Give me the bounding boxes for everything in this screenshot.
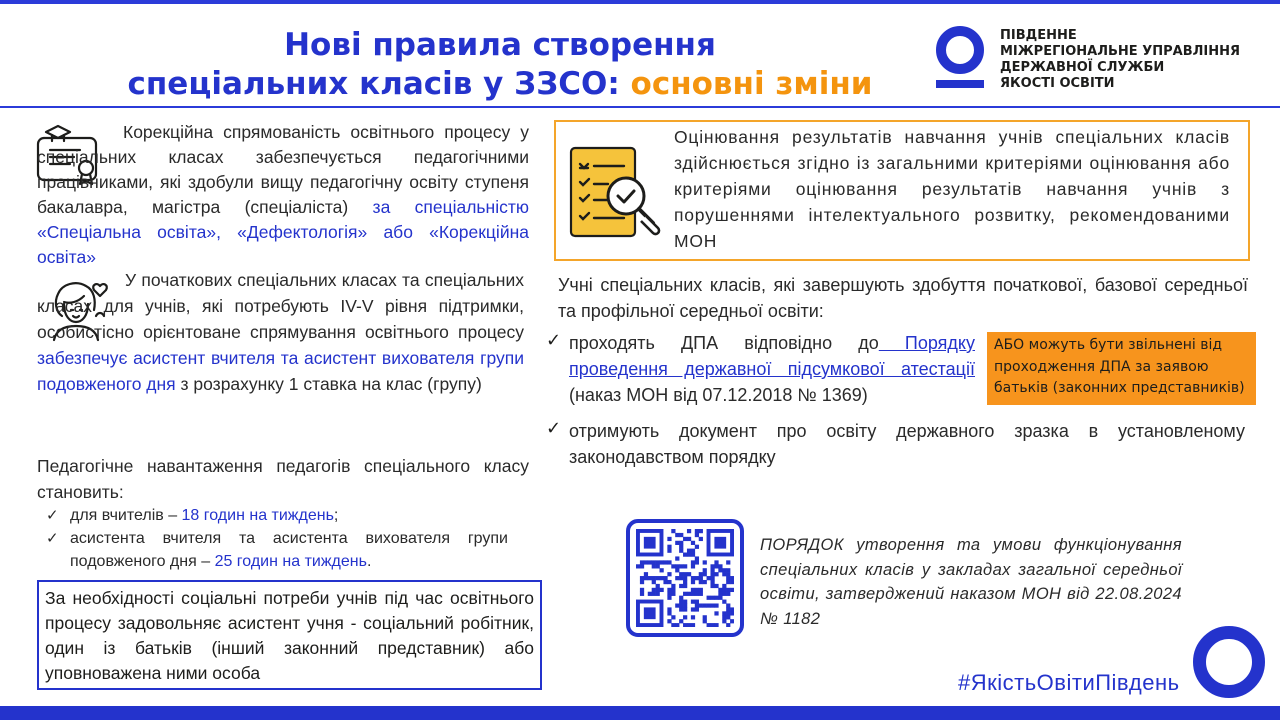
dpa-order: (наказ МОН від 07.12.2018 № 1369)	[569, 385, 868, 405]
dpa-procedure-link[interactable]: Порядку проведення державної підсумкової атестації	[569, 333, 975, 379]
qualification-specialties: за спеціальністю «Спеціальна освіта», «Дефектологія» або «Корекційна освіта»	[37, 197, 529, 267]
workload-value: 25 годин на тиждень	[214, 553, 367, 570]
workload-end: .	[366, 553, 372, 570]
qr-code-icon[interactable]	[636, 529, 734, 627]
assistants-body: У початкових спеціальних класах та спеціальних класах для учнів, які потребують IV-V рівня підтримки, особистісно орієнтоване спрямування освітнього процесу	[37, 270, 524, 342]
evaluation-text: Оцінювання результатів навчання учнів спеціальних класів здійснюється згідно із загальними критеріями оцінювання або критеріями оцінювання результатів навчання учнів з порушеннями інтелектуального розвитку, рекомендованими МОН	[674, 127, 1230, 251]
workload-value: 18 годин на тиждень	[181, 507, 334, 524]
list-item	[42, 504, 508, 527]
workload-intro: Педагогічне навантаження педагогів спеціального класу становить:	[37, 456, 529, 502]
org-line: ЯКОСТІ ОСВІТИ	[1000, 76, 1115, 91]
workload-label: для вчителів –	[70, 507, 182, 524]
org-line: МІЖРЕГІОНАЛЬНЕ УПРАВЛІННЯ	[1000, 44, 1241, 59]
footer-bar	[0, 706, 1280, 720]
dpa-item	[569, 330, 975, 408]
org-line: ПІВДЕННЕ	[1000, 28, 1077, 43]
document-item: отримують документ про освіту державного зразка в установленому законодавством порядку	[569, 421, 1245, 467]
workload-list	[42, 504, 508, 573]
title-line-2: спеціальних класів у ЗЗСО:	[127, 66, 631, 102]
org-line: ДЕРЖАВНОЇ СЛУЖБИ	[1000, 60, 1165, 75]
page-title	[60, 26, 940, 104]
check-icon: ✓	[546, 330, 562, 351]
organization-name	[1000, 28, 1240, 92]
exemption-note: АБО можуть бути звільнені від проходження ДПА за заявою батьків (законних представників)	[987, 332, 1256, 405]
graduates-intro: Учні спеціальних класів, які завершують здобуття початкової, базової середньої та профільної середньої освіти:	[558, 275, 1248, 321]
hashtag[interactable]: #ЯкістьОвітиПівдень	[958, 670, 1180, 695]
workload-end: ;	[333, 507, 339, 524]
assistants-text	[37, 267, 524, 397]
procedure-reference: ПОРЯДОК утворення та умови функціонування спеціальних класів у закладах загальної середньої освіти, затверджений наказом МОН від 22.08.2024 № 1182	[760, 536, 1182, 628]
social-needs-box: За необхідності соціальні потреби учнів під час освітнього процесу задовольняє асистент учня - соціальний робітник, один із батьків (інший законний представник) або уповноважена ними особа	[37, 580, 542, 690]
assistants-highlight: забезпечує асистент вчителя та асистент вихователя групи подовженого дня	[37, 348, 524, 394]
brand-bar	[936, 80, 984, 88]
title-line-2-wrap	[60, 65, 940, 104]
check-icon: ✓	[546, 418, 562, 439]
qualification-text	[37, 120, 529, 270]
title-accent: основні зміни	[630, 66, 873, 102]
brand-ring-icon	[1193, 626, 1265, 698]
brand-ring-icon	[936, 26, 984, 74]
list-item	[42, 527, 508, 573]
dpa-text: проходять ДПА відповідно до	[569, 333, 879, 353]
workload-label: асистента вчителя та асистента вихователя групи подовженого дня –	[70, 530, 508, 570]
assistants-tail: з розрахунку 1 ставка на клас (групу)	[175, 374, 482, 394]
evaluation-clipboard-icon	[568, 144, 666, 244]
header-rule	[0, 106, 1280, 108]
qualification-body: Корекційна спрямованість освітнього процесу у спеціальних класах забезпечується педагогічними працівниками, які здобули вищу педагогічну освіту ступеня бакалавра, магістра (спеціаліста)	[37, 122, 529, 217]
top-rule	[0, 0, 1280, 4]
title-line-1: Нові правила створення	[284, 27, 716, 63]
